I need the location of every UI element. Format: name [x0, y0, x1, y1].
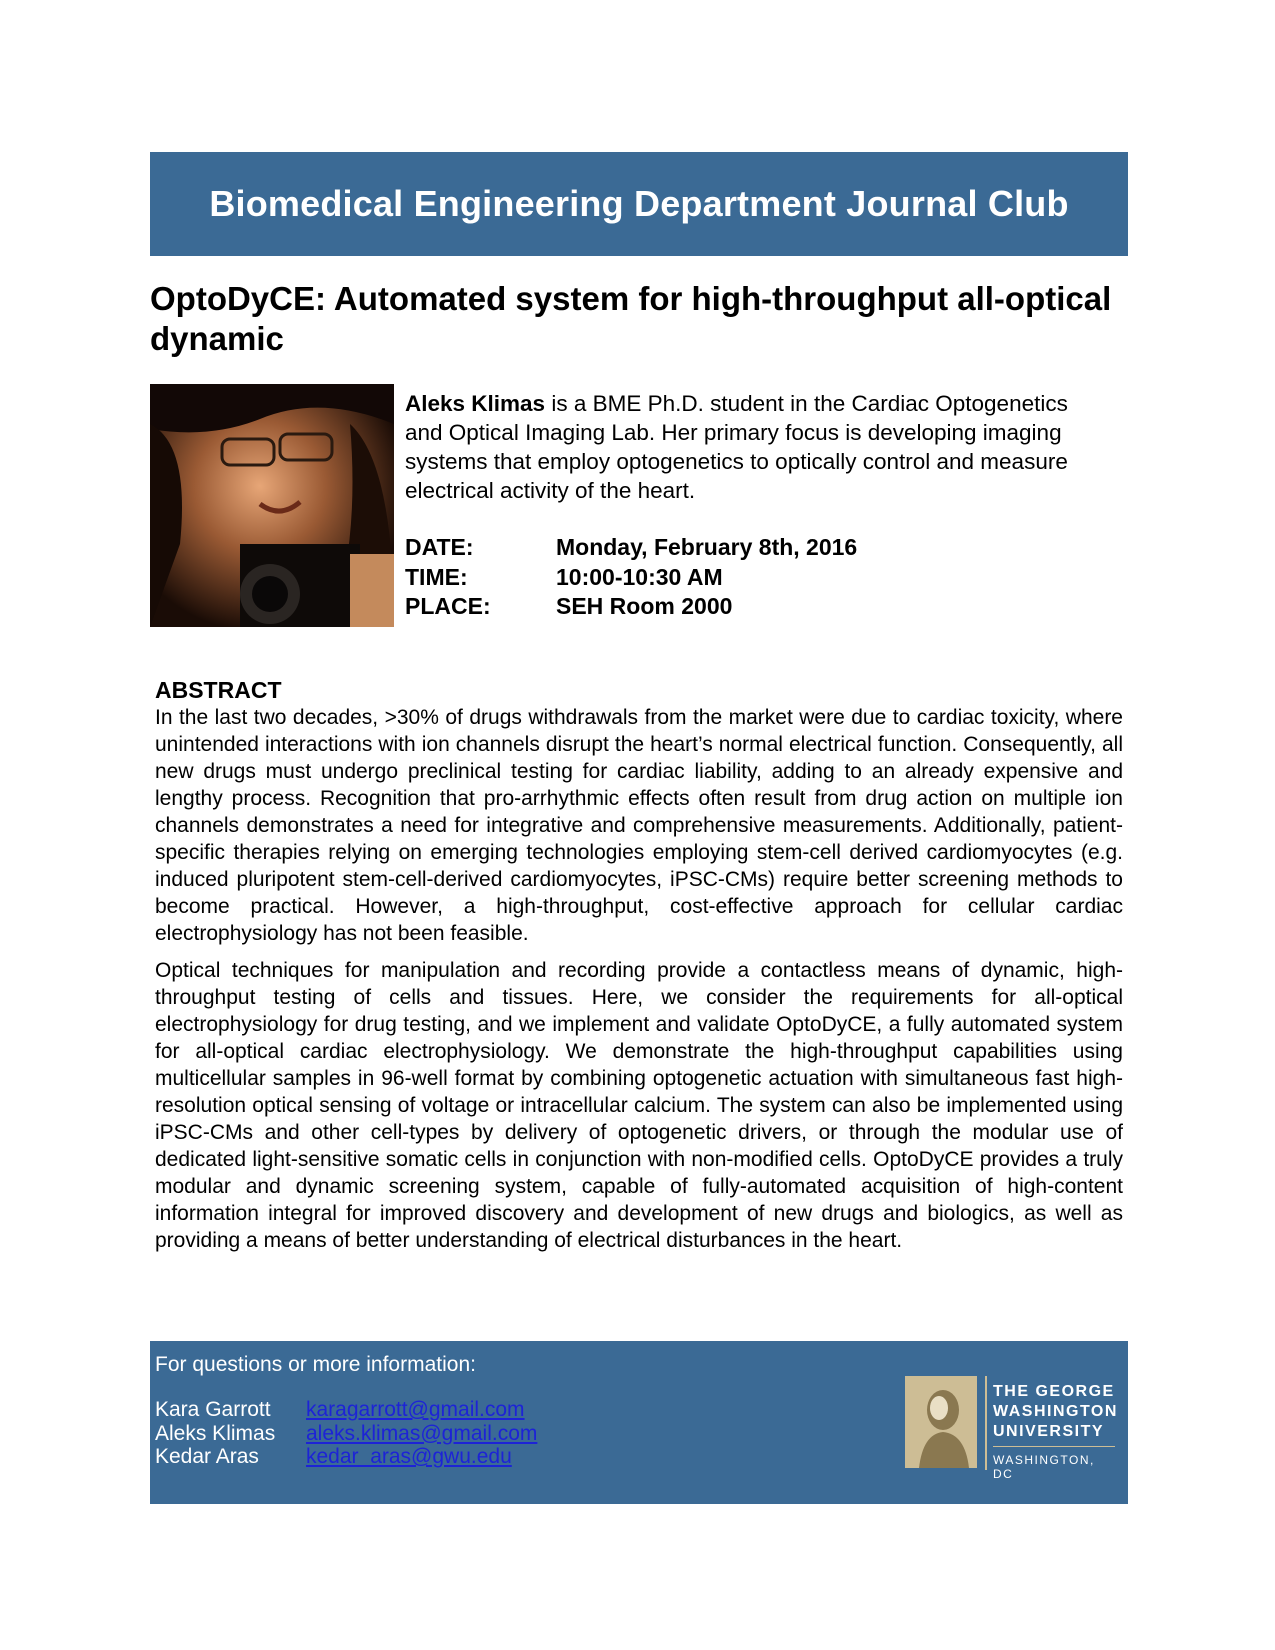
contact-name: Kedar Aras — [155, 1445, 259, 1468]
date-value: Monday, February 8th, 2016 — [556, 534, 858, 560]
contact-list — [155, 1398, 537, 1469]
university-line-3: UNIVERSITY — [993, 1423, 1105, 1440]
abstract-section — [155, 676, 1123, 1264]
university-line-2: WASHINGTON — [993, 1403, 1118, 1420]
contact-name: Aleks Klimas — [155, 1421, 276, 1445]
event-details — [405, 533, 857, 622]
abstract-paragraph-2: Optical techniques for manipulation and recording provide a contactless means of dynamic, high-throughput testing of cells and tissues. Here, we consider the requirements for all-optical electrophysiology for drug testing, and we implement and validate OptoDyCE, a fully automated system for all-optical cardiac electrophysiology. We demonstrate the high-throughput capabilities using multicellular samples in 96-well format by combining optogenetic actuation with simultaneous fast high-resolution optical sensing of voltage or intracellular calcium. The system can also be implemented using iPSC-CMs and other cell-types by delivery of optogenetic drivers, or through the modular use of dedicated light-sensitive somatic cells in conjunction with non-modified cells. OptoDyCE provides a truly modular and dynamic screening system, capable of fully-automated acquisition of high-content information integral for improved discovery and development of new drugs and biologics, as well as providing a means of better understanding of electrical disturbances in the heart. — [155, 959, 1123, 1252]
contact-email-link[interactable]: kedar_aras@gwu.edu — [306, 1445, 512, 1468]
contact-question: For questions or more information: — [155, 1353, 476, 1376]
university-name — [993, 1382, 1118, 1442]
date-label: DATE: — [405, 534, 474, 560]
speaker-name: Aleks Klimas — [405, 391, 546, 416]
contact-name: Kara Garrott — [155, 1398, 271, 1421]
banner-title: Biomedical Engineering Department Journal Club — [209, 183, 1069, 224]
header-banner — [150, 152, 1128, 256]
logo-rule — [993, 1446, 1115, 1447]
university-line-1: THE GEORGE — [993, 1383, 1115, 1400]
speaker-bio — [405, 389, 1105, 505]
date-row — [405, 533, 857, 563]
university-logo — [905, 1376, 1118, 1481]
place-value: SEH Room 2000 — [556, 593, 733, 619]
logo-separator — [985, 1376, 987, 1470]
talk-title: OptoDyCE: Automated system for high-throughput all-optical dynamic — [150, 280, 1112, 357]
abstract-paragraph-1: In the last two decades, >30% of drugs withdrawals from the market were due to cardiac toxicity, where unintended interactions with ion channels disrupt the heart’s normal electrical function. Consequently, all new drugs must undergo preclinical testing for cardiac liability, adding to an already expensive and lengthy process. Recognition that pro-arrhythmic effects often result from drug action on multiple ion channels demonstrates a need for integrative and comprehensive measurements. Additionally, patient-specific therapies relying on emerging technologies employing stem-cell derived cardiomyocytes (e.g. induced pluripotent stem-cell-derived cardiomyocytes, iPSC-CMs) require better screening methods to become practical. However, a high-throughput, cost-effective approach for cellular cardiac electrophysiology has not been feasible. — [155, 706, 1123, 945]
speaker-photo — [150, 384, 394, 627]
gw-seal-icon — [905, 1376, 977, 1468]
contact-email-link[interactable]: aleks.klimas@gmail.com — [306, 1421, 538, 1445]
contact-item — [155, 1422, 537, 1446]
time-value: 10:00-10:30 AM — [556, 563, 723, 590]
time-label: TIME: — [405, 563, 468, 590]
place-label: PLACE: — [405, 593, 491, 619]
place-row — [405, 592, 857, 622]
university-city: WASHINGTON, DC — [993, 1453, 1095, 1481]
speaker-bio-text: is a BME Ph.D. student in the Cardiac Optogenetics and Optical Imaging Lab. Her primary focus is developing imaging systems that employ optogenetics to optically control and measure electrical activity of the heart. — [405, 391, 1068, 503]
contact-footer — [150, 1341, 1128, 1504]
time-row — [405, 563, 857, 593]
speaker-photo-image — [150, 384, 394, 627]
contact-item — [155, 1445, 537, 1469]
abstract-heading: ABSTRACT — [155, 677, 282, 703]
contact-item — [155, 1398, 537, 1422]
contact-email-link[interactable]: karagarrott@gmail.com — [306, 1398, 525, 1421]
